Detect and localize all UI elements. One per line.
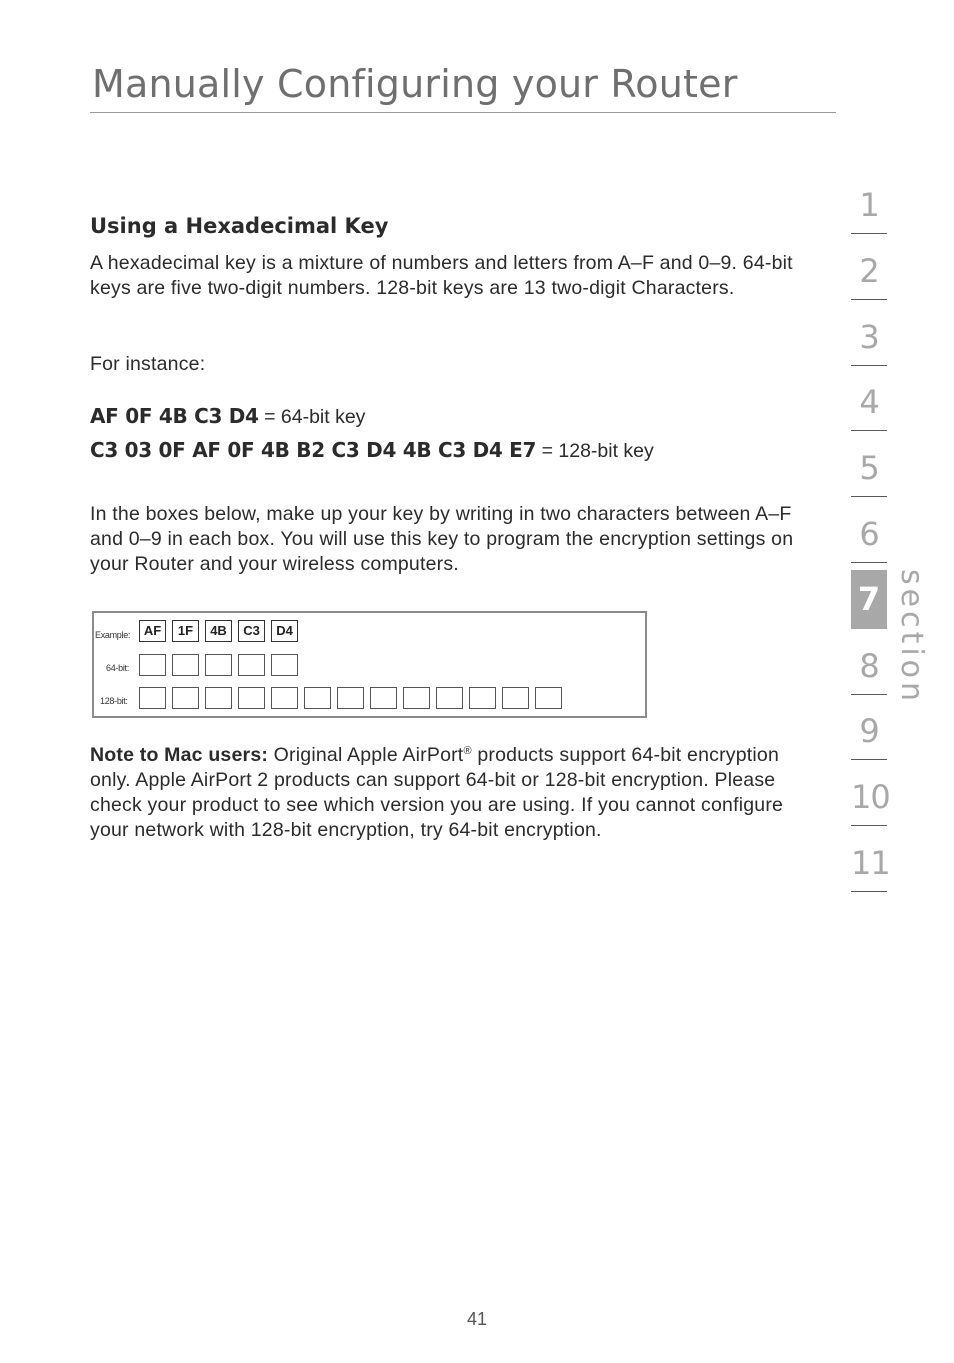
128bit-row-label: 128-bit: xyxy=(100,696,128,706)
key-box-128bit[interactable] xyxy=(502,687,529,709)
key-box-128bit[interactable] xyxy=(139,687,166,709)
registered-mark: ® xyxy=(463,745,472,757)
for-instance-text: For instance: xyxy=(90,353,206,375)
key-box-128bit[interactable] xyxy=(436,687,463,709)
example-128bit xyxy=(90,438,654,463)
key-box-128bit[interactable] xyxy=(535,687,562,709)
key-box-128bit[interactable] xyxy=(205,687,232,709)
page-number: 41 xyxy=(466,1309,488,1329)
section-label: section xyxy=(894,569,929,706)
section-number-divider xyxy=(851,430,887,431)
key-box-64bit[interactable] xyxy=(271,654,298,676)
section-number-7: 7 xyxy=(857,580,881,618)
section-number-5: 5 xyxy=(859,449,879,488)
example-key-box: 4B xyxy=(205,620,232,642)
section-number-9: 9 xyxy=(859,712,879,751)
key-box-128bit[interactable] xyxy=(469,687,496,709)
key-box-64bit[interactable] xyxy=(238,654,265,676)
example-key-box: D4 xyxy=(271,620,298,642)
key-box-64bit[interactable] xyxy=(139,654,166,676)
section-number-2: 2 xyxy=(859,251,879,290)
key-box-64bit[interactable] xyxy=(172,654,199,676)
section-number-divider xyxy=(851,562,887,563)
example-128bit-key: C3 03 0F AF 0F 4B B2 C3 D4 4B C3 D4 E7 xyxy=(90,438,537,462)
mac-note-text-before: Original Apple AirPort xyxy=(268,744,464,766)
section-number-divider xyxy=(851,299,887,300)
section-number-10: 10 xyxy=(851,778,890,817)
mac-note-paragraph xyxy=(90,743,800,843)
key-box-128bit[interactable] xyxy=(304,687,331,709)
mac-note-label: Note to Mac users: xyxy=(90,744,269,766)
intro-paragraph: A hexadecimal key is a mixture of numbers and letters from A–F and 0–9. 64-bit keys are five two-digit numbers. 128-bit keys are 13 two-digit Characters. xyxy=(90,252,793,299)
key-box-128bit[interactable] xyxy=(172,687,199,709)
section-heading: Using a Hexadecimal Key xyxy=(90,214,389,238)
section-number-8: 8 xyxy=(859,646,879,685)
section-number-divider xyxy=(851,233,887,234)
example-64bit-key: AF 0F 4B C3 D4 xyxy=(90,404,259,428)
example-64bit-desc: = 64-bit key xyxy=(258,406,366,428)
section-number-divider xyxy=(851,759,887,760)
key-boxes-panel xyxy=(92,611,647,718)
key-box-128bit[interactable] xyxy=(370,687,397,709)
section-number-3: 3 xyxy=(859,317,879,356)
section-number-6: 6 xyxy=(859,515,879,553)
mac-note-text-after: products support 64-bit encryption only. Apple AirPort 2 products can support 64-bit or 128-bit encryption. Please check your product to see which version you are using. If you cannot configure your network with 128-bit encryption, try 64-bit encryption. xyxy=(90,744,784,841)
example-key-box: C3 xyxy=(238,620,265,642)
section-number-divider xyxy=(851,496,887,497)
section-number-divider xyxy=(851,825,887,826)
key-box-128bit[interactable] xyxy=(238,687,265,709)
example-key-box: 1F xyxy=(172,620,199,642)
page-title: Manually Configuring your Router xyxy=(92,62,738,106)
key-box-64bit[interactable] xyxy=(205,654,232,676)
example-64bit xyxy=(90,404,365,429)
section-number-divider xyxy=(851,694,887,695)
section-number-4: 4 xyxy=(859,383,879,422)
key-box-128bit[interactable] xyxy=(403,687,430,709)
example-128bit-desc: = 128-bit key xyxy=(536,440,654,462)
key-box-128bit[interactable] xyxy=(337,687,364,709)
example-key-box: AF xyxy=(139,620,166,642)
64bit-row-label: 64-bit: xyxy=(106,663,129,673)
section-number-11: 11 xyxy=(851,844,890,882)
section-number-1: 1 xyxy=(859,186,879,224)
header-divider xyxy=(90,112,836,113)
example-row-label: Example: xyxy=(95,630,131,640)
section-number-divider xyxy=(851,891,887,892)
key-box-128bit[interactable] xyxy=(271,687,298,709)
section-number-divider xyxy=(851,365,887,366)
instructions-paragraph: In the boxes below, make up your key by writing in two characters between A–F and 0–9 in each box. You will use this key to program the encryption settings on your Router and your wireless computers. xyxy=(90,503,794,575)
